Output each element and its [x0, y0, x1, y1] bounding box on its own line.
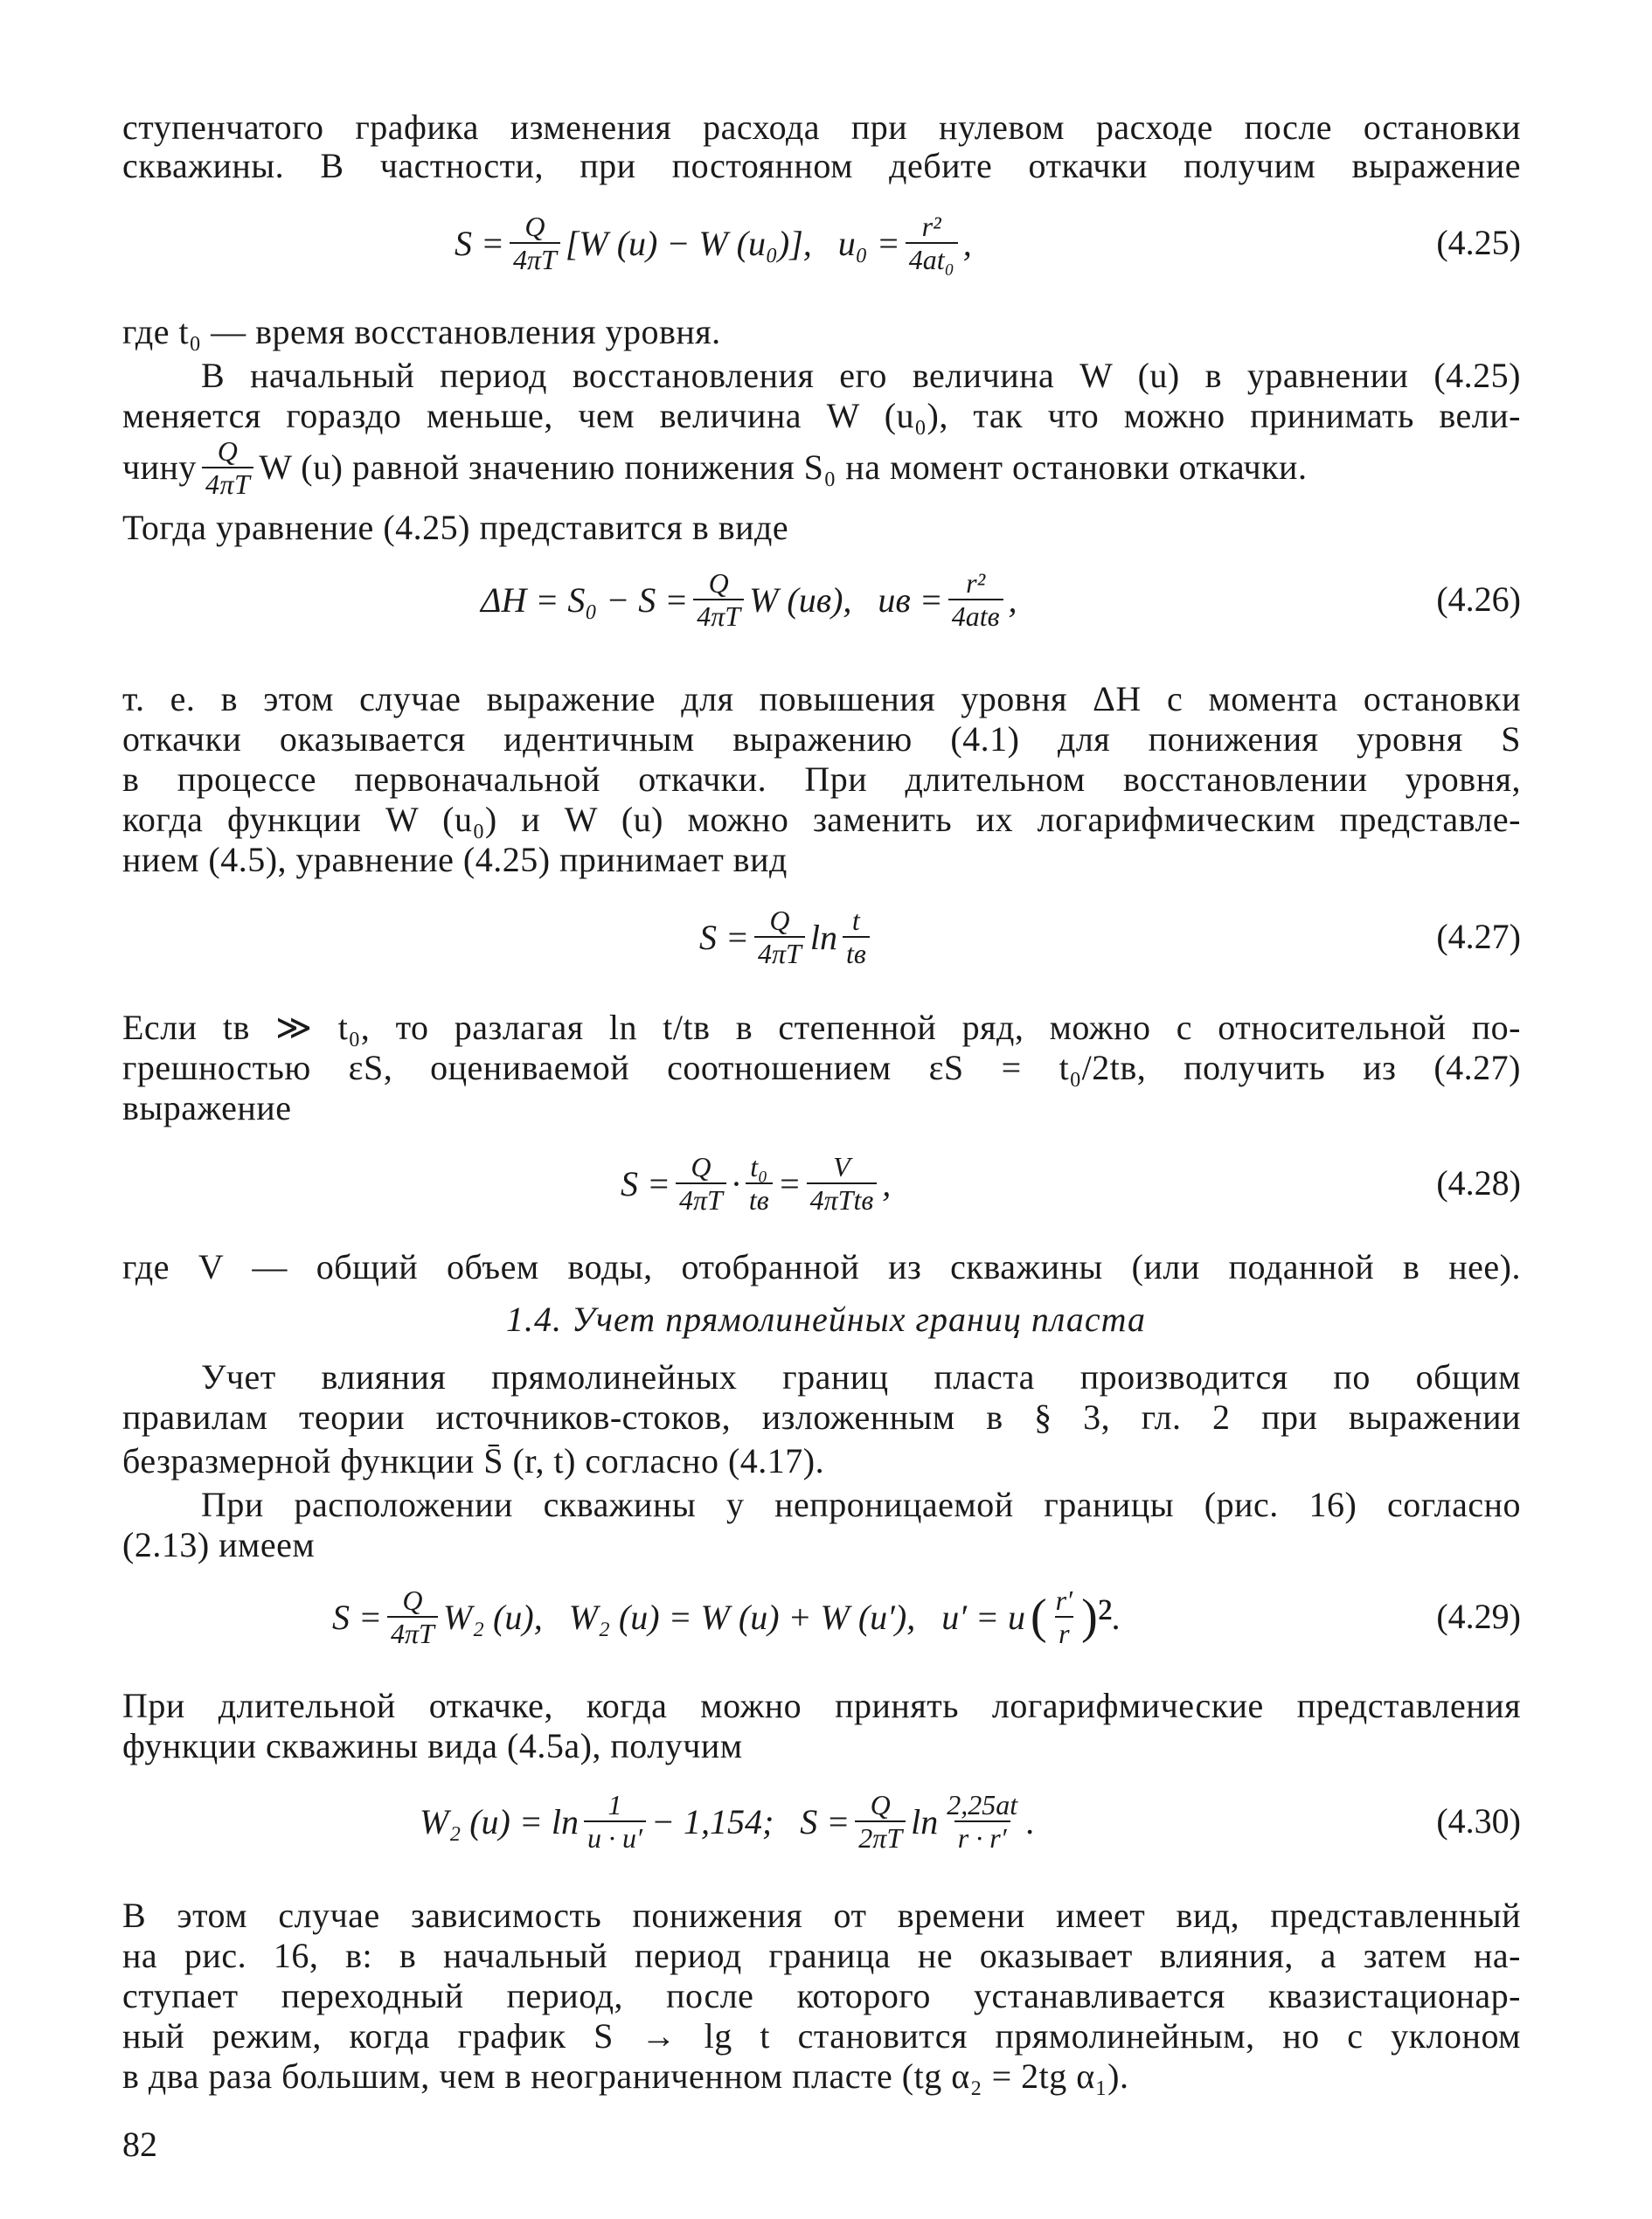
paragraph-line: ступенчатого графика изменения расхода при нулевом расходе после остановки	[122, 107, 1521, 147]
eq-lhs: W₂ (u) = ln	[420, 1801, 579, 1841]
formula-body	[481, 556, 1017, 643]
fraction: $\frac{r'}{r}$	[1055, 1585, 1073, 1649]
fraction: $\frac{Q}{2\pi T}$	[855, 1789, 906, 1854]
paragraph-line-with-fraction: чину $\frac{Q}{4\pi T}$ W (u) равной значению понижения S₀ на момент остановки откачки.	[122, 435, 1308, 500]
paragraph-line: т. е. в этом случае выражение для повышения уровня ΔH с момента остановки	[122, 679, 1521, 718]
equation-number: (4.27)	[1436, 917, 1521, 956]
eq-middle: ·	[731, 1163, 740, 1203]
paragraph-line: нием (4.5), уравнение (4.25) принимает вид	[122, 840, 788, 879]
fraction: $\frac{Q}{4\pi T}$	[676, 1151, 726, 1216]
paragraph-line: где t₀ — время восстановления уровня.	[122, 312, 721, 351]
equation-4-26	[122, 556, 1521, 643]
formula-body	[621, 1140, 891, 1227]
paragraph-line: При расположении скважины у непроницаемой границы (рис. 16) согласно	[201, 1485, 1521, 1524]
fraction: $\frac{Q}{4\pi T}$	[754, 905, 805, 969]
eq-lhs: S =	[332, 1597, 382, 1637]
fraction: $\frac{\text{r²}}{\text{4atв}}$	[948, 567, 1003, 632]
eq-tail: ,	[962, 223, 972, 263]
paragraph-line: правилам теории источников-стоков, изложенным в § 3, гл. 2 при выражении	[122, 1397, 1521, 1437]
fraction: $\frac{Q}{4\pi T}$	[387, 1585, 438, 1649]
paragraph-line: грешностью εS, оцениваемой соотношением εS = t₀/2tв, получить из (4.27)	[122, 1048, 1521, 1087]
paragraph-line: Тогда уравнение (4.25) представится в виде	[122, 508, 789, 547]
fraction: $\frac{1}{u \cdot u'}$	[584, 1789, 646, 1854]
formula-body	[420, 1778, 1035, 1865]
fraction: $\frac{\text{t₀}}{tв}$	[746, 1151, 773, 1216]
paragraph-line: Если tв ≫ t₀, то разлагая ln t/tв в степенной ряд, можно с относительной по-	[122, 1008, 1521, 1047]
eq-middle: =	[777, 1163, 802, 1203]
inline-fraction: $\frac{Q}{4\pi T}$	[202, 435, 253, 500]
eq-tail: ,	[1008, 579, 1017, 620]
eq-middle: − 1,154; S =	[650, 1801, 850, 1841]
paren-left: (	[1030, 1590, 1047, 1644]
paragraph-line: ный режим, когда график S → lg t становится прямолинейным, но с уклоном	[122, 2016, 1521, 2056]
paragraph-line: функции скважины вида (4.5а), получим	[122, 1726, 743, 1765]
formula-body	[699, 893, 875, 981]
paren-right: )²	[1081, 1590, 1113, 1644]
paragraph-line: (2.13) имеем	[122, 1525, 316, 1564]
paragraph-line: В начальный период восстановления его величина W (u) в уравнении (4.25)	[201, 356, 1521, 395]
eq-middle: ln	[911, 1801, 939, 1841]
paragraph-line: когда функции W (u₀) и W (u) можно заменить их логарифмическим представле-	[122, 800, 1521, 839]
paragraph-line: откачки оказывается идентичным выражению (4.1) для понижения уровня S	[122, 719, 1521, 759]
eq-tail: .	[1026, 1801, 1036, 1841]
paragraph-line: выражение	[122, 1088, 292, 1127]
paragraph-line: При длительной откачке, когда можно принять логарифмические представления	[122, 1686, 1521, 1725]
equation-number: (4.29)	[1436, 1597, 1521, 1636]
paragraph-line: Учет влияния прямолинейных границ пласта производится по общим	[201, 1357, 1521, 1397]
equation-number: (4.26)	[1436, 579, 1521, 619]
paragraph-line: в процессе первоначальной откачки. При длительном восстановлении уровня,	[122, 759, 1521, 799]
equation-number: (4.30)	[1436, 1801, 1521, 1841]
equation-number: (4.28)	[1436, 1163, 1521, 1203]
fraction: $\frac{Q}{4\pi T}$	[510, 211, 560, 275]
paragraph-line: в два раза большим, чем в неограниченном пласте (tg α₂ = 2tg α₁).	[122, 2056, 1129, 2096]
equation-4-29	[122, 1573, 1521, 1661]
section-heading: 1.4. Учет прямолинейных границ пласта	[506, 1300, 1146, 1339]
eq-tail: ,	[882, 1163, 892, 1203]
paragraph-line: безразмерной функции S̄ (r, t) согласно (4.17).	[122, 1441, 825, 1480]
equation-number: (4.25)	[1436, 223, 1521, 262]
formula-body	[332, 1573, 1121, 1661]
fraction: $\frac{\text{r²}}{\text{4at₀}}$	[906, 211, 958, 275]
eq-middle: [W (u) − W (u₀)], u₀ =	[565, 223, 900, 263]
formula-body	[455, 199, 972, 287]
paragraph-line: скважины. В частности, при постоянном дебите откачки получим выражение	[122, 146, 1521, 185]
equation-4-28	[122, 1140, 1521, 1227]
eq-lhs: S =	[699, 917, 749, 957]
eq-middle: W₂ (u), W₂ (u) = W (u) + W (u′), u′ = u	[442, 1597, 1025, 1637]
fraction: $\frac{2,25at}{r \cdot r'}$	[947, 1789, 1018, 1854]
eq-lhs: S =	[455, 223, 504, 263]
paragraph-line: где V — общий объем воды, отобранной из скважины (или поданной в нее).	[122, 1247, 1521, 1286]
eq-lhs: S =	[621, 1163, 670, 1203]
paragraph-line: ступает переходный период, после которого устанавливается квазистационар-	[122, 1976, 1521, 2015]
eq-middle: W (uв), uв =	[749, 579, 943, 620]
equation-4-27	[122, 893, 1521, 981]
paragraph-line: В этом случае зависимость понижения от времени имеет вид, представленный	[122, 1896, 1521, 1935]
eq-lhs: ΔH = S₀ − S =	[481, 579, 689, 620]
paragraph-line: меняется гораздо меньше, чем величина W (u₀), так что можно принимать вели-	[122, 396, 1521, 435]
fraction: $\frac{t}{tв}$	[843, 905, 870, 969]
eq-middle: ln	[809, 917, 837, 957]
equation-4-30	[122, 1778, 1521, 1865]
equation-4-25	[122, 199, 1521, 287]
eq-tail: .	[1112, 1597, 1121, 1637]
page-number: 82	[122, 2125, 157, 2164]
paragraph-line: на рис. 16, в: в начальный период граница не оказывает влияния, а затем на-	[122, 1936, 1521, 1975]
fraction: $\frac{Q}{4\pi T}$	[693, 567, 744, 632]
fraction: $\frac{V}{\text{4πTtв}}$	[807, 1151, 878, 1216]
